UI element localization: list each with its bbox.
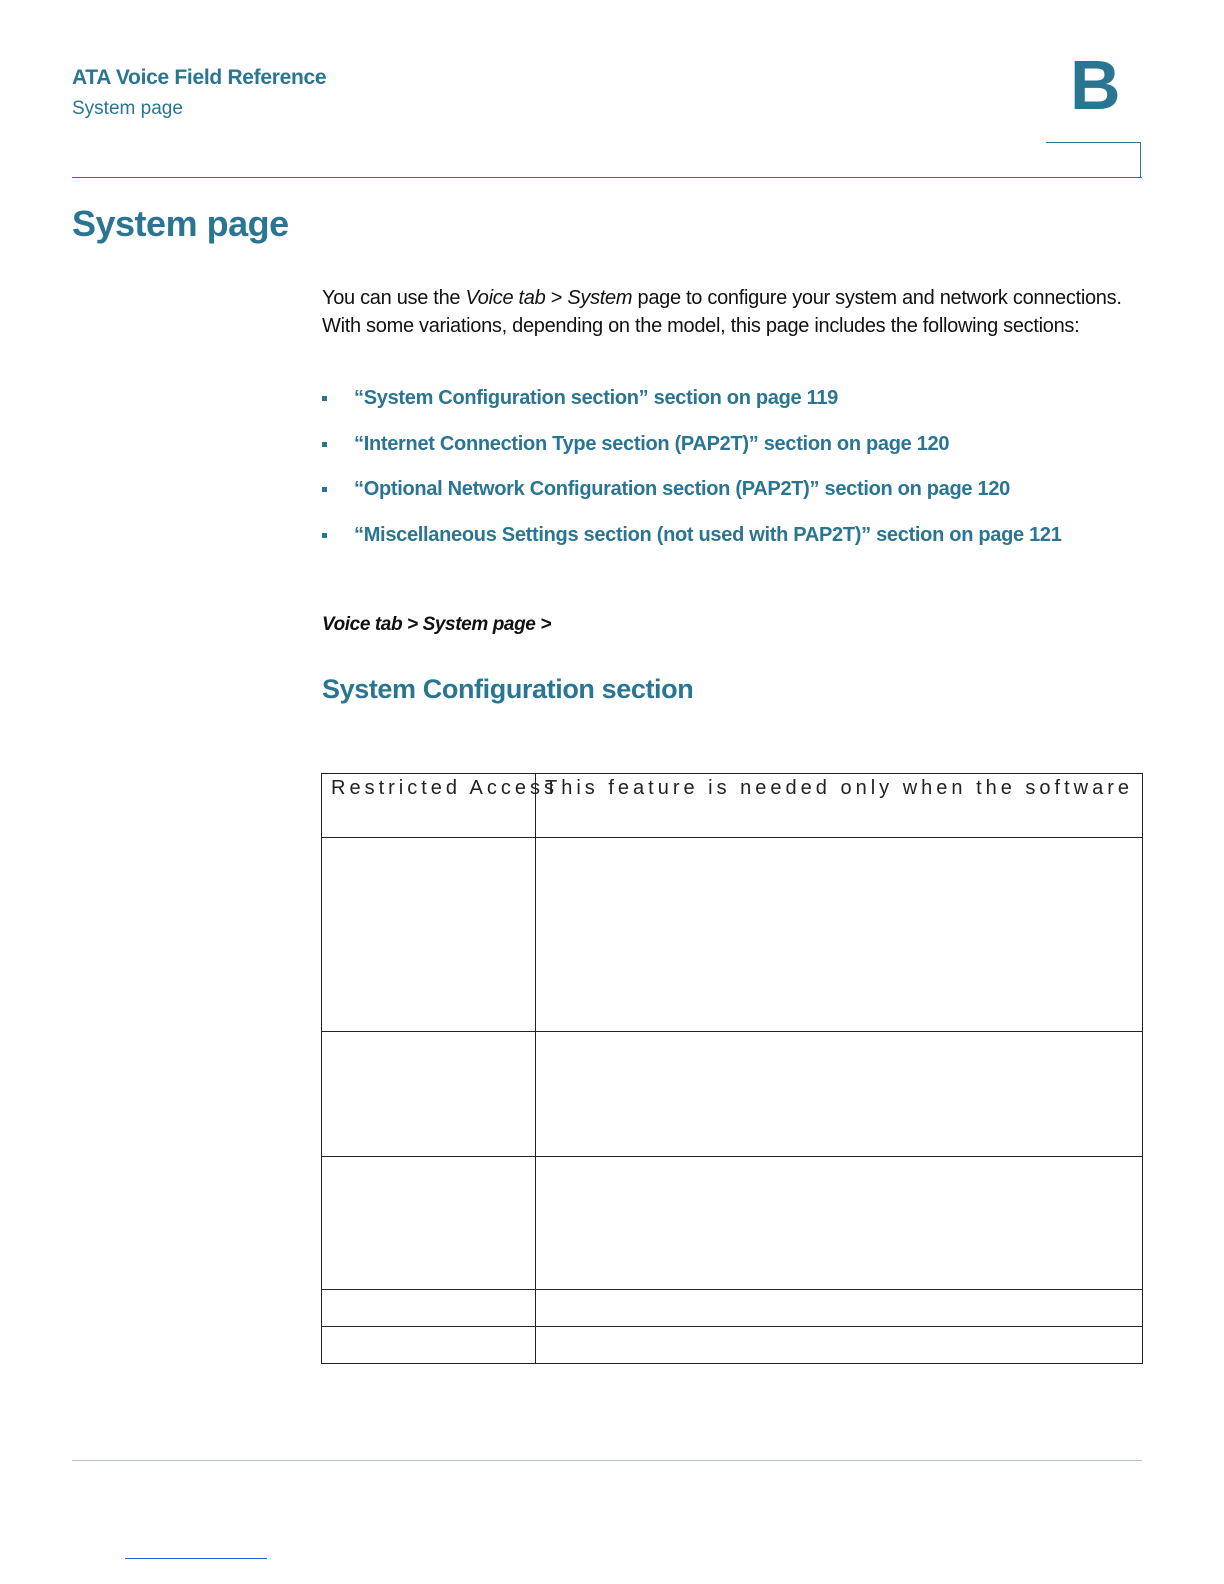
table-cell-description bbox=[536, 774, 1143, 838]
header-divider bbox=[72, 177, 1142, 178]
table-cell-description bbox=[536, 1290, 1143, 1327]
field-name-partial: Restricted Access bbox=[331, 777, 558, 799]
running-header-title: ATA Voice Field Reference bbox=[72, 66, 327, 89]
breadcrumb: Voice tab > System page > bbox=[322, 614, 552, 635]
xref-link-system-configuration[interactable]: “System Configuration section” section on page 119 bbox=[354, 387, 838, 409]
table-row bbox=[322, 1290, 1143, 1327]
intro-text-3: page to configure your system and network connections. With some variations, depending on the model, this page includes the following sections: bbox=[322, 287, 1122, 337]
bullet-icon bbox=[322, 487, 327, 492]
list-item bbox=[322, 384, 1122, 412]
section-heading: System Configuration section bbox=[322, 674, 694, 704]
list-item bbox=[322, 430, 1122, 458]
table-cell-field bbox=[322, 1290, 536, 1327]
table-cell-field bbox=[322, 1157, 536, 1290]
table-cell-field bbox=[322, 1032, 536, 1157]
table-cell-description bbox=[536, 1032, 1143, 1157]
table-row bbox=[322, 774, 1143, 838]
footer-link-underline bbox=[125, 1558, 267, 1559]
intro-emphasis-system: System bbox=[567, 287, 633, 309]
table-row bbox=[322, 1032, 1143, 1157]
xref-link-optional-network-configuration[interactable]: “Optional Network Configuration section (PAP2T)” section on page 120 bbox=[354, 478, 1010, 500]
table-cell-description bbox=[536, 1157, 1143, 1290]
intro-emphasis-voice-tab: Voice tab bbox=[465, 287, 546, 309]
table-cell-field bbox=[322, 774, 558, 838]
appendix-letter: B bbox=[1070, 46, 1121, 124]
bullet-icon bbox=[322, 442, 327, 447]
intro-text-2: > bbox=[545, 287, 568, 309]
footer-divider bbox=[72, 1460, 1142, 1461]
page-title: System page bbox=[72, 203, 289, 244]
table-cell-field bbox=[322, 838, 536, 1032]
section-link-list bbox=[322, 384, 1122, 566]
table-cell-field bbox=[322, 1327, 536, 1364]
list-item bbox=[322, 521, 1122, 549]
list-item bbox=[322, 475, 1122, 503]
table-row bbox=[322, 1327, 1143, 1364]
intro-text-1: You can use the bbox=[322, 287, 466, 309]
table-cell-description bbox=[536, 1327, 1143, 1364]
appendix-tab-box bbox=[1046, 142, 1141, 178]
bullet-icon bbox=[322, 396, 327, 401]
table-row bbox=[322, 838, 1143, 1032]
xref-link-internet-connection-type[interactable]: “Internet Connection Type section (PAP2T)” section on page 120 bbox=[354, 432, 950, 455]
running-header-subtitle: System page bbox=[72, 98, 183, 119]
table-row bbox=[322, 1157, 1143, 1290]
intro-paragraph bbox=[322, 284, 1137, 340]
table-cell-description bbox=[536, 838, 1143, 1032]
bullet-icon bbox=[322, 533, 327, 538]
field-table bbox=[321, 773, 1143, 1364]
field-description-partial: This feature is needed only when the software bbox=[545, 777, 1134, 799]
xref-link-miscellaneous-settings[interactable]: “Miscellaneous Settings section (not used with PAP2T)” section on page 121 bbox=[354, 523, 1062, 546]
